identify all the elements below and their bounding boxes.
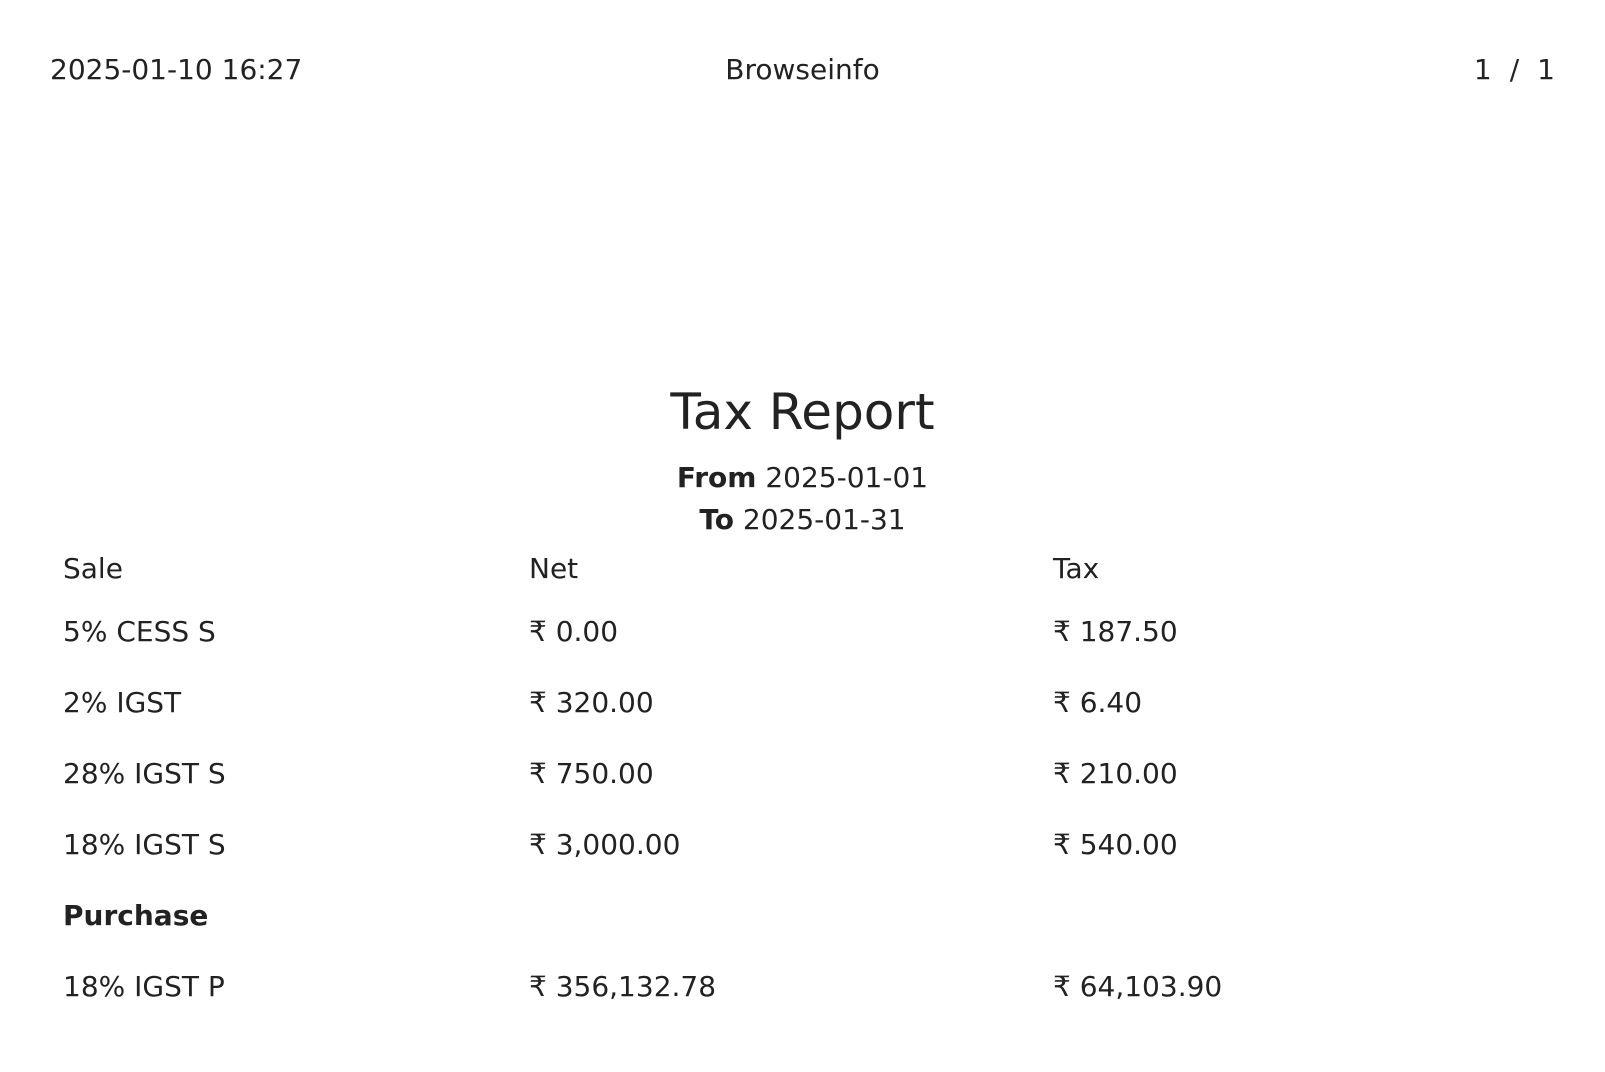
- column-header-net: Net: [529, 552, 579, 585]
- empty-cell: [529, 880, 1053, 951]
- section-row-purchase: [63, 880, 1222, 951]
- tax-amount-cell: ₹ 64,103.90: [1053, 970, 1223, 1003]
- company-name: Browseinfo: [725, 53, 880, 86]
- net-amount-cell: ₹ 320.00: [529, 686, 654, 719]
- print-datetime: 2025-01-10 16:27: [50, 53, 303, 86]
- period-from: [0, 458, 1605, 498]
- tax-name-cell: 18% IGST P: [63, 970, 225, 1003]
- tax-name-cell: 28% IGST S: [63, 757, 226, 790]
- page-total: 1: [1537, 53, 1555, 86]
- purchase-section-label: Purchase: [63, 899, 209, 932]
- period-to: [0, 500, 1605, 540]
- report-title: Tax Report: [670, 383, 935, 441]
- net-amount-cell: ₹ 0.00: [529, 615, 619, 648]
- net-amount-cell: ₹ 356,132.78: [529, 970, 717, 1003]
- page-current: 1: [1473, 53, 1492, 86]
- table-header-row: [63, 552, 1222, 596]
- column-header-tax: Tax: [1053, 552, 1100, 585]
- table-row: [63, 951, 1222, 1022]
- table-row: [63, 809, 1222, 880]
- table-row: [63, 596, 1222, 667]
- from-date: 2025-01-01: [765, 461, 929, 494]
- table-row: [63, 738, 1222, 809]
- print-header: [50, 48, 1555, 92]
- to-date: 2025-01-31: [742, 503, 906, 536]
- tax-amount-cell: ₹ 187.50: [1053, 615, 1178, 648]
- page-separator: /: [1509, 53, 1520, 86]
- net-amount-cell: ₹ 3,000.00: [529, 828, 681, 861]
- empty-cell: [1053, 880, 1222, 951]
- tax-table: [63, 552, 1222, 1022]
- tax-name-cell: 5% CESS S: [63, 615, 216, 648]
- column-header-sale: Sale: [63, 552, 123, 585]
- tax-amount-cell: ₹ 210.00: [1053, 757, 1178, 790]
- tax-name-cell: 18% IGST S: [63, 828, 226, 861]
- tax-amount-cell: ₹ 6.40: [1053, 686, 1143, 719]
- tax-name-cell: 2% IGST: [63, 686, 182, 719]
- page-counter: [1474, 48, 1555, 92]
- from-label: From: [676, 461, 757, 494]
- table-row: [63, 667, 1222, 738]
- to-label: To: [699, 503, 734, 536]
- net-amount-cell: ₹ 750.00: [529, 757, 654, 790]
- tax-amount-cell: ₹ 540.00: [1053, 828, 1178, 861]
